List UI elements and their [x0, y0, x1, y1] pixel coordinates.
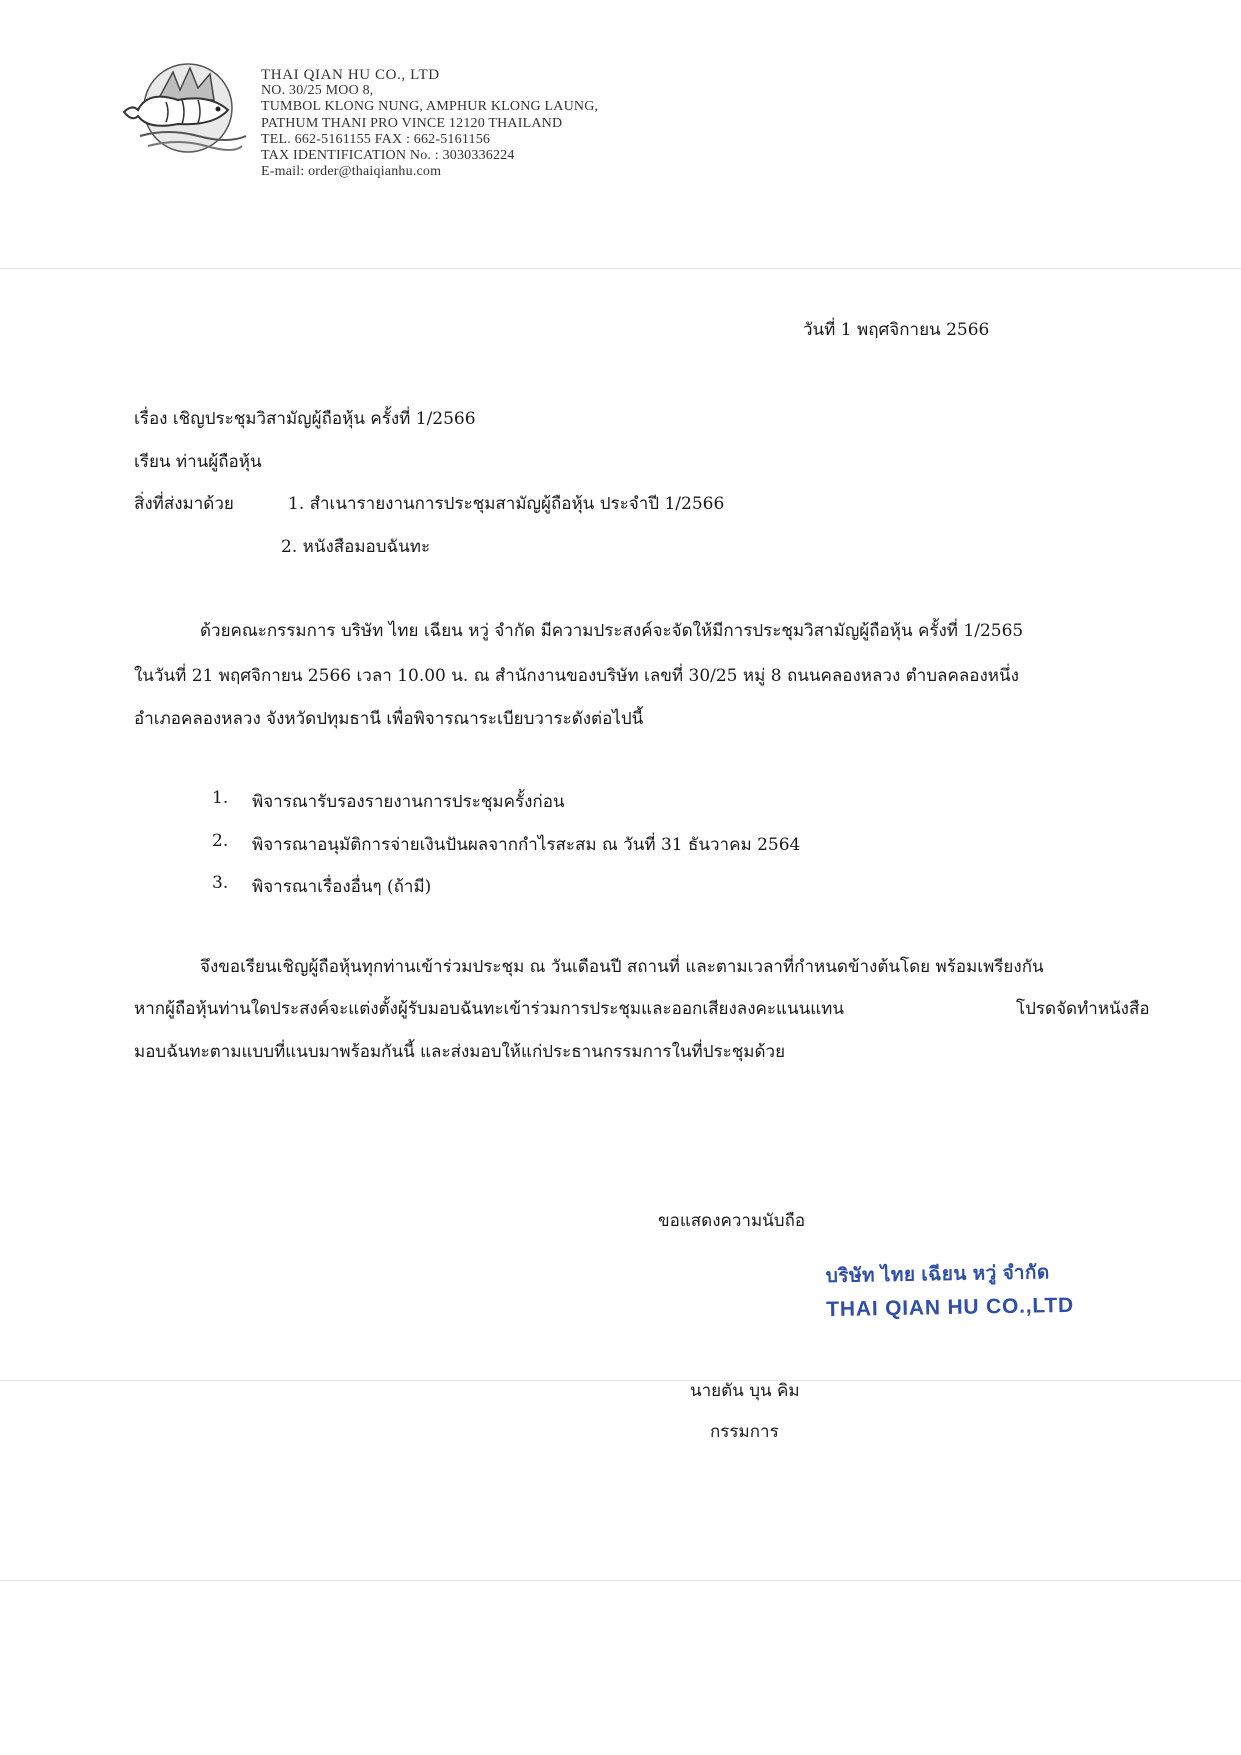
closing: ขอแสดงความนับถือ: [658, 1211, 806, 1231]
signer-name: นายตัน บุน คิม: [690, 1381, 800, 1401]
salutation: เรียน ท่านผู้ถือหุ้น: [134, 452, 262, 472]
fish-logo-icon: [118, 60, 250, 160]
company-stamp: [825, 1256, 1074, 1326]
address-line-1: NO. 30/25 MOO 8,: [261, 83, 374, 99]
signer-title: กรรมการ: [710, 1422, 779, 1442]
agenda-number: 1.: [212, 788, 229, 808]
address-line-3: PATHUM THANI PRO VINCE 12120 THAILAND: [261, 115, 563, 131]
letter-date: วันที่ 1 พฤศจิกายน 2566: [803, 320, 990, 340]
paragraph-line: โปรดจัดทำหนังสือ: [1016, 999, 1150, 1019]
agenda-item: พิจารณาเรื่องอื่นๆ (ถ้ามี): [252, 877, 432, 897]
company-logo: [118, 60, 250, 160]
paragraph-line: มอบฉันทะตามแบบที่แนบมาพร้อมกันนี้ และส่งมอบให้แก่ประธานกรรมการในที่ประชุมด้วย: [134, 1042, 786, 1062]
scan-line: [0, 1380, 1241, 1381]
enclosure-label: สิ่งที่ส่งมาด้วย: [134, 494, 234, 514]
paragraph-line: ในวันที่ 21 พฤศจิกายน 2566 เวลา 10.00 น. ณ สำนักงานของบริษัท เลขที่ 30/25 หมู่ 8 ถนนคลองหลวง ตำบลคลองหนึ่ง: [134, 666, 1019, 686]
scan-line: [0, 268, 1241, 269]
email: E-mail: order@thaiqianhu.com: [261, 164, 442, 180]
paragraph-line: จึงขอเรียนเชิญผู้ถือหุ้นทุกท่านเข้าร่วมประชุม ณ วันเดือนปี สถานที่ และตามเวลาที่กำหนดข้างต้นโดย พร้อมเพรียงกัน: [200, 957, 1044, 977]
tax-id: TAX IDENTIFICATION No. : 3030336224: [261, 148, 515, 164]
address-line-2: TUMBOL KLONG NUNG, AMPHUR KLONG LAUNG,: [261, 99, 599, 115]
enclosure-item: 2. หนังสือมอบฉันทะ: [281, 537, 431, 557]
paragraph-line: หากผู้ถือหุ้นท่านใดประสงค์จะแต่งตั้งผู้รับมอบฉันทะเข้าร่วมการประชุมและออกเสียงลงคะแนนแทน: [134, 999, 845, 1019]
agenda-number: 2.: [212, 831, 229, 851]
stamp-thai: บริษัท ไทย เฉียน หวู่ จำกัด: [825, 1262, 1050, 1288]
paragraph-line: ด้วยคณะกรรมการ บริษัท ไทย เฉียน หวู่ จำกัด มีความประสงค์จะจัดให้มีการประชุมวิสามัญผู้ถือหุ้น ครั้งที่ 1/2565: [200, 621, 1024, 641]
company-name: THAI QIAN HU CO., LTD: [261, 67, 440, 83]
agenda-item: พิจารณาอนุมัติการจ่ายเงินปันผลจากกำไรสะสม ณ วันที่ 31 ธันวาคม 2564: [252, 835, 801, 855]
subject-line: เรื่อง เชิญประชุมวิสามัญผู้ถือหุ้น ครั้งที่ 1/2566: [134, 409, 476, 429]
tel-fax: TEL. 662-5161155 FAX : 662-5161156: [261, 131, 491, 147]
stamp-english: THAI QIAN HU CO.,LTD: [826, 1293, 1075, 1322]
enclosure-item: 1. สำเนารายงานการประชุมสามัญผู้ถือหุ้น ประจำปี 1/2566: [288, 494, 725, 514]
agenda-number: 3.: [212, 873, 229, 893]
scan-line: [0, 1580, 1241, 1581]
agenda-item: พิจารณารับรองรายงานการประชุมครั้งก่อน: [252, 792, 565, 812]
paragraph-line: อำเภอคลองหลวง จังหวัดปทุมธานี เพื่อพิจารณาระเบียบวาระดังต่อไปนี้: [134, 709, 644, 729]
company-info: [261, 67, 598, 180]
